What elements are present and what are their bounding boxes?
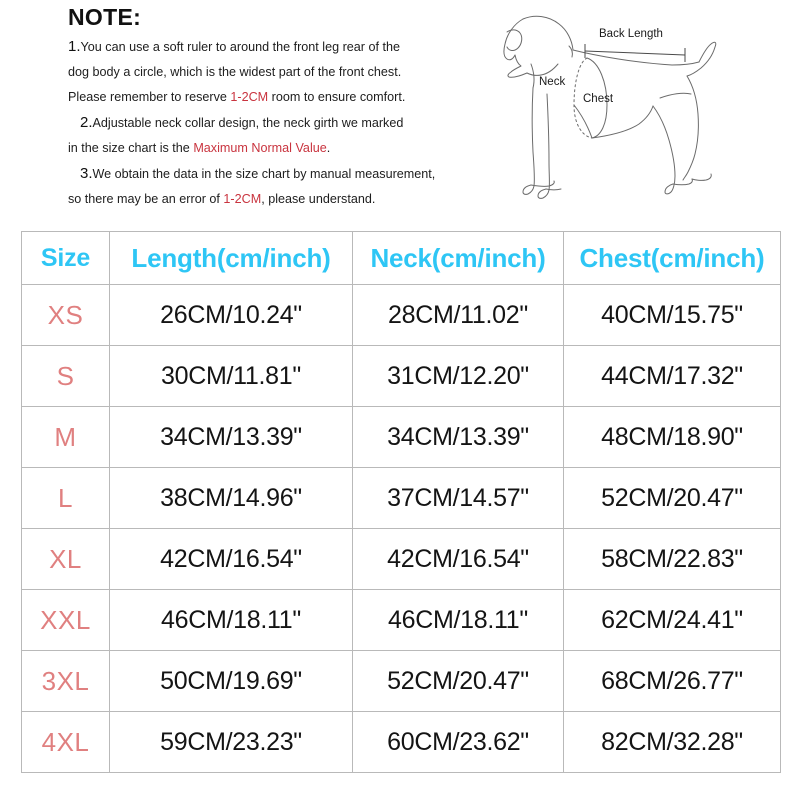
cell-length: 59CM/23.23" (110, 712, 353, 773)
dog-outline-icon (504, 16, 716, 198)
cell-neck: 52CM/20.47" (353, 651, 564, 712)
note-line (68, 110, 468, 136)
note-line (68, 34, 468, 60)
note-highlight-text: 1-2CM (223, 192, 262, 207)
cell-neck: 60CM/23.62" (353, 712, 564, 773)
cell-size: L (22, 468, 110, 529)
cell-length: 38CM/14.96" (110, 468, 353, 529)
table-row (22, 529, 781, 590)
table-body (22, 285, 781, 773)
note-line (68, 60, 468, 85)
size-chart-table-container (21, 231, 780, 773)
cell-length: 26CM/10.24" (110, 285, 353, 346)
note-text: room to ensure comfort. (268, 90, 406, 105)
table-row (22, 407, 781, 468)
cell-size: XL (22, 529, 110, 590)
cell-chest: 62CM/24.41" (564, 590, 781, 651)
cell-chest: 58CM/22.83" (564, 529, 781, 590)
note-highlight-text: 1-2CM (230, 90, 269, 105)
note-number: 2. (80, 114, 93, 132)
diagram-label-back-length: Back Length (599, 28, 663, 40)
cell-neck: 37CM/14.57" (353, 468, 564, 529)
note-number: 3. (80, 165, 93, 183)
table-row (22, 468, 781, 529)
note-heading: NOTE: (68, 4, 142, 30)
cell-neck: 34CM/13.39" (353, 407, 564, 468)
note-text: dog body a circle, which is the widest part of the front chest. (68, 65, 402, 80)
cell-size: XXL (22, 590, 110, 651)
cell-neck: 46CM/18.11" (353, 590, 564, 651)
note-text: Please remember to reserve (68, 90, 231, 105)
table-row (22, 590, 781, 651)
cell-length: 42CM/16.54" (110, 529, 353, 590)
cell-chest: 52CM/20.47" (564, 468, 781, 529)
note-block (68, 4, 468, 212)
cell-neck: 31CM/12.20" (353, 346, 564, 407)
note-text: so there may be an error of (68, 192, 224, 207)
cell-length: 30CM/11.81" (110, 346, 353, 407)
table-header-row (22, 232, 781, 285)
column-header-neck: Neck(cm/inch) (353, 232, 564, 285)
note-number: 1. (68, 38, 81, 56)
note-text: Adjustable neck collar design, the neck girth we marked (92, 116, 404, 131)
cell-size: 4XL (22, 712, 110, 773)
table-row (22, 285, 781, 346)
column-header-size: Size (22, 232, 110, 285)
note-line (68, 161, 468, 187)
back-length-measure-line (585, 44, 685, 62)
cell-neck: 42CM/16.54" (353, 529, 564, 590)
diagram-label-neck: Neck (539, 76, 566, 88)
note-item-list (68, 34, 468, 212)
note-text: , please understand. (261, 192, 376, 207)
cell-chest: 82CM/32.28" (564, 712, 781, 773)
note-text: You can use a soft ruler to around the front leg rear of the (80, 40, 400, 55)
note-text: in the size chart is the (68, 141, 194, 156)
cell-size: 3XL (22, 651, 110, 712)
column-header-chest: Chest(cm/inch) (564, 232, 781, 285)
cell-size: S (22, 346, 110, 407)
cell-chest: 48CM/18.90" (564, 407, 781, 468)
cell-size: M (22, 407, 110, 468)
cell-chest: 68CM/26.77" (564, 651, 781, 712)
note-text: . (326, 141, 331, 156)
table-row (22, 651, 781, 712)
cell-length: 50CM/19.69" (110, 651, 353, 712)
column-header-length: Length(cm/inch) (110, 232, 353, 285)
note-line (68, 85, 468, 110)
cell-length: 46CM/18.11" (110, 590, 353, 651)
cell-size: XS (22, 285, 110, 346)
dog-measurement-diagram (487, 2, 797, 216)
table-row (22, 712, 781, 773)
cell-length: 34CM/13.39" (110, 407, 353, 468)
note-highlight-text: Maximum Normal Value (193, 141, 327, 156)
cell-chest: 40CM/15.75" (564, 285, 781, 346)
table-row (22, 346, 781, 407)
note-text: We obtain the data in the size chart by manual measurement, (92, 167, 436, 182)
note-line (68, 136, 468, 161)
cell-chest: 44CM/17.32" (564, 346, 781, 407)
size-chart-table (21, 231, 781, 773)
diagram-label-chest: Chest (583, 93, 614, 105)
cell-neck: 28CM/11.02" (353, 285, 564, 346)
note-line (68, 187, 468, 212)
